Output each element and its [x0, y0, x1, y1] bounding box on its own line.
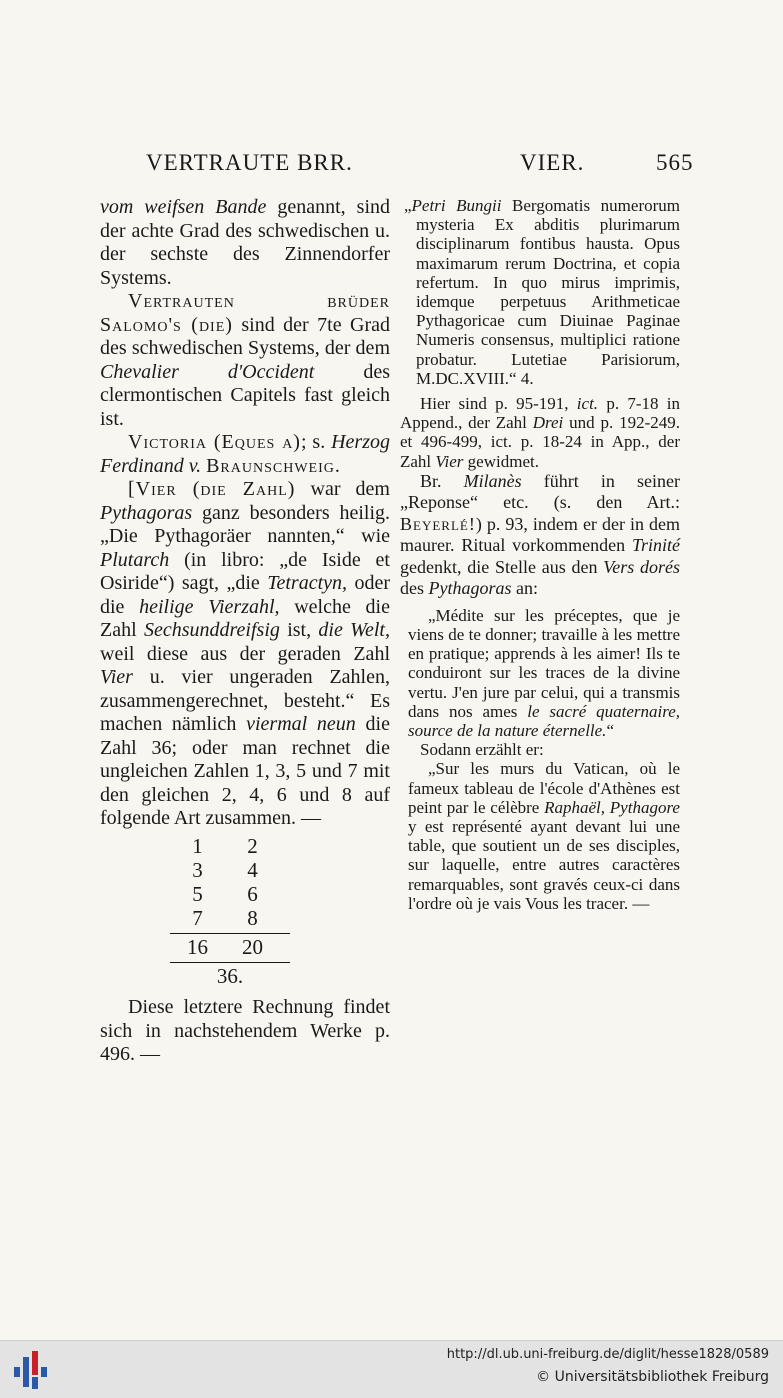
running-header: [0, 150, 783, 190]
text-run: viermal neun: [246, 713, 356, 735]
table-cell: 6: [247, 881, 258, 906]
table-cell: 1: [192, 833, 203, 858]
header-left: VERTRAUTE BRR.: [146, 150, 353, 175]
text-run: „Sur les murs du Vatican, où le fameux tableau de l'école d'Athènes est peint par le célèbre: [408, 759, 680, 817]
quote-vatican: [400, 759, 680, 913]
table-row: [170, 835, 280, 859]
text-run: Bergomatis numerorum mysteria Ex abditis plurimarum disciplinarum fontibus hausta. Opus maximarum rerum Doctrina, et copia refertum. In quo mirus imprimis, idemque perpetuus Arithmeticae Pythagoricae cum Diuinae Paginae Numeris consensus, multiplici ratione probatur. Lutetiae Parisiorum, M.DC.XVIII.“ 4.: [416, 196, 680, 388]
text-run: des: [400, 578, 429, 599]
paragraph-vertrauten-brueder: [100, 290, 390, 431]
sum-row: [170, 936, 280, 960]
text-run: Hier sind p. 95-191,: [420, 394, 577, 414]
text-run: führt in seiner „Reponse“ etc. (s. den Art.:: [400, 470, 680, 513]
paragraph-rechnung: Diese letztere Rechnung findet sich in nachstehendem Werke p. 496. —: [100, 996, 390, 1065]
paragraph-milanes: [400, 471, 680, 600]
text-run: gedenkt, die Stelle aus den: [400, 556, 604, 577]
ub-freiburg-logo-icon[interactable]: [14, 1349, 48, 1389]
text-run: Vertrauten brüder Salomo's (die): [100, 290, 390, 336]
text-run: genannt, sind der achte Grad des schwedischen u. der sechste des Zinnendorfer Systems.: [100, 196, 390, 289]
text-run: war dem: [295, 478, 390, 500]
text-run: an:: [511, 578, 538, 599]
text-run: sind der 7te Grad des schwedischen Systems, der dem: [100, 313, 390, 359]
text-run: “: [606, 721, 614, 741]
table-cell: 8: [247, 905, 258, 930]
left-column: [100, 196, 390, 1067]
text-run: die Zahl 36; oder man rechnet die ungleichen Zahlen 1, 3, 5 und 7 mit den gleichen 2, 4, 6 und 8 auf folgende Art zusammen. —: [100, 713, 390, 829]
text-run: ) p. 93, indem er der in dem maurer. Ritual vorkommenden: [400, 513, 680, 556]
grand-total: 36.: [216, 963, 244, 988]
text-run: Herzog Ferdinand v.: [100, 431, 390, 477]
copyright: © Universitätsbibliothek Freiburg: [536, 1369, 769, 1385]
addition-table: [170, 835, 300, 989]
text-run: Trinité: [631, 535, 680, 556]
text-run: le sacré quaternaire, source de la nature éternelle.: [408, 701, 680, 741]
text-run: Pythagoras: [428, 578, 512, 599]
text-run: des clermontischen Capitels fast gleich ist.: [100, 360, 390, 430]
text-run: und p. 192-249. et 496-499, ict. p. 18-24 in App., der Zahl: [400, 413, 680, 471]
sum-rule: [170, 933, 290, 934]
text-run: ist,: [279, 619, 319, 641]
text-run: Braunschweig.: [206, 454, 341, 477]
text-run: Pythagoras: [100, 501, 193, 524]
text-run: oder die: [100, 572, 390, 618]
text-run: y est représenté ayant devant lui une table, que soutient un de ses disciples, sur laquelle, entre autres caractères remarquables, sont gravés ceux-ci dans l'ordre où je vais Vous les tracer. —: [408, 817, 680, 913]
text-run: Sechsunddreifsig: [143, 619, 280, 641]
text-run: [Vier (die Zahl): [128, 478, 296, 500]
text-run: p. 7-18 in Append., der Zahl: [400, 394, 680, 433]
header-middle: VIER.: [520, 150, 585, 175]
text-run: ganz besonders heilig. „Die Pythagoräer nannten,“ wie: [100, 501, 390, 547]
text-run: heilige Vierzahl,: [139, 595, 280, 618]
paragraph-hier-sind: [400, 394, 680, 471]
table-row: [170, 859, 280, 883]
quote-bungii: [400, 196, 680, 388]
paragraph-sodann: Sodann erzählt er:: [420, 740, 544, 760]
viewer-footer: [0, 1340, 783, 1398]
page-url[interactable]: http://dl.ub.uni-freiburg.de/diglit/hesse1828/0589: [446, 1347, 769, 1362]
table-row: [170, 883, 280, 907]
text-run: die Welt,: [318, 619, 390, 641]
text-run: Chevalier d'Occident: [100, 360, 315, 383]
table-cell: 2: [247, 833, 258, 858]
text-run: (in libro: „de Iside et Osiride“) sagt, „die: [100, 548, 390, 594]
text-run: Plutarch: [100, 548, 170, 571]
text-run: weil diese aus der geraden Zahl: [100, 642, 390, 665]
text-run: Vers dorés: [603, 556, 680, 577]
paragraph-vom-weissen-bande: [100, 196, 390, 290]
right-column: [400, 196, 680, 913]
quote-vers-dores: [400, 606, 680, 740]
text-run: Tetractyn,: [267, 572, 348, 594]
table-row: [170, 907, 280, 931]
text-run: Victoria (Eques a): [128, 431, 301, 453]
text-run: Vier: [435, 451, 464, 471]
table-cell: 3: [192, 857, 203, 882]
text-run: gewidmet.: [463, 451, 539, 471]
text-run: Milanès: [463, 470, 522, 491]
table-cell: 7: [192, 905, 203, 930]
sum-cell: 20: [242, 934, 263, 959]
text-run: Br.: [420, 470, 464, 491]
text-run: Drei: [532, 413, 564, 433]
sum-cell: 16: [187, 934, 208, 959]
table-cell: 5: [192, 881, 203, 906]
text-run: welche die Zahl: [100, 595, 390, 641]
text-run: vom weifsen Bande: [100, 196, 267, 218]
text-run: Petri Bungii: [411, 196, 502, 215]
total-rule: [170, 962, 290, 963]
text-run: ict.: [576, 394, 599, 414]
table-cell: 4: [247, 857, 258, 882]
text-run: Beyerlé!: [400, 513, 476, 534]
text-run: u. vier ungeraden Zahlen, zusammengerechnet, besteht.“ Es machen nämlich: [100, 666, 390, 735]
text-run: ; s.: [300, 431, 332, 453]
text-run: „Médite sur les préceptes, que je viens de te donner; travaille à les mettre en pratique; apprends à les aimer! Ils te conduiront sur les traces de la divine vertu. J'en jure par celui, qui a transmis dans nos ames: [408, 605, 680, 721]
page-number: 565: [656, 150, 694, 175]
text-run: Raphaël, Pythagore: [544, 797, 680, 817]
text-run: Vier: [100, 666, 133, 688]
paragraph-vier: [100, 478, 390, 831]
paragraph-victoria: [100, 431, 390, 478]
text-run: „: [404, 196, 412, 215]
